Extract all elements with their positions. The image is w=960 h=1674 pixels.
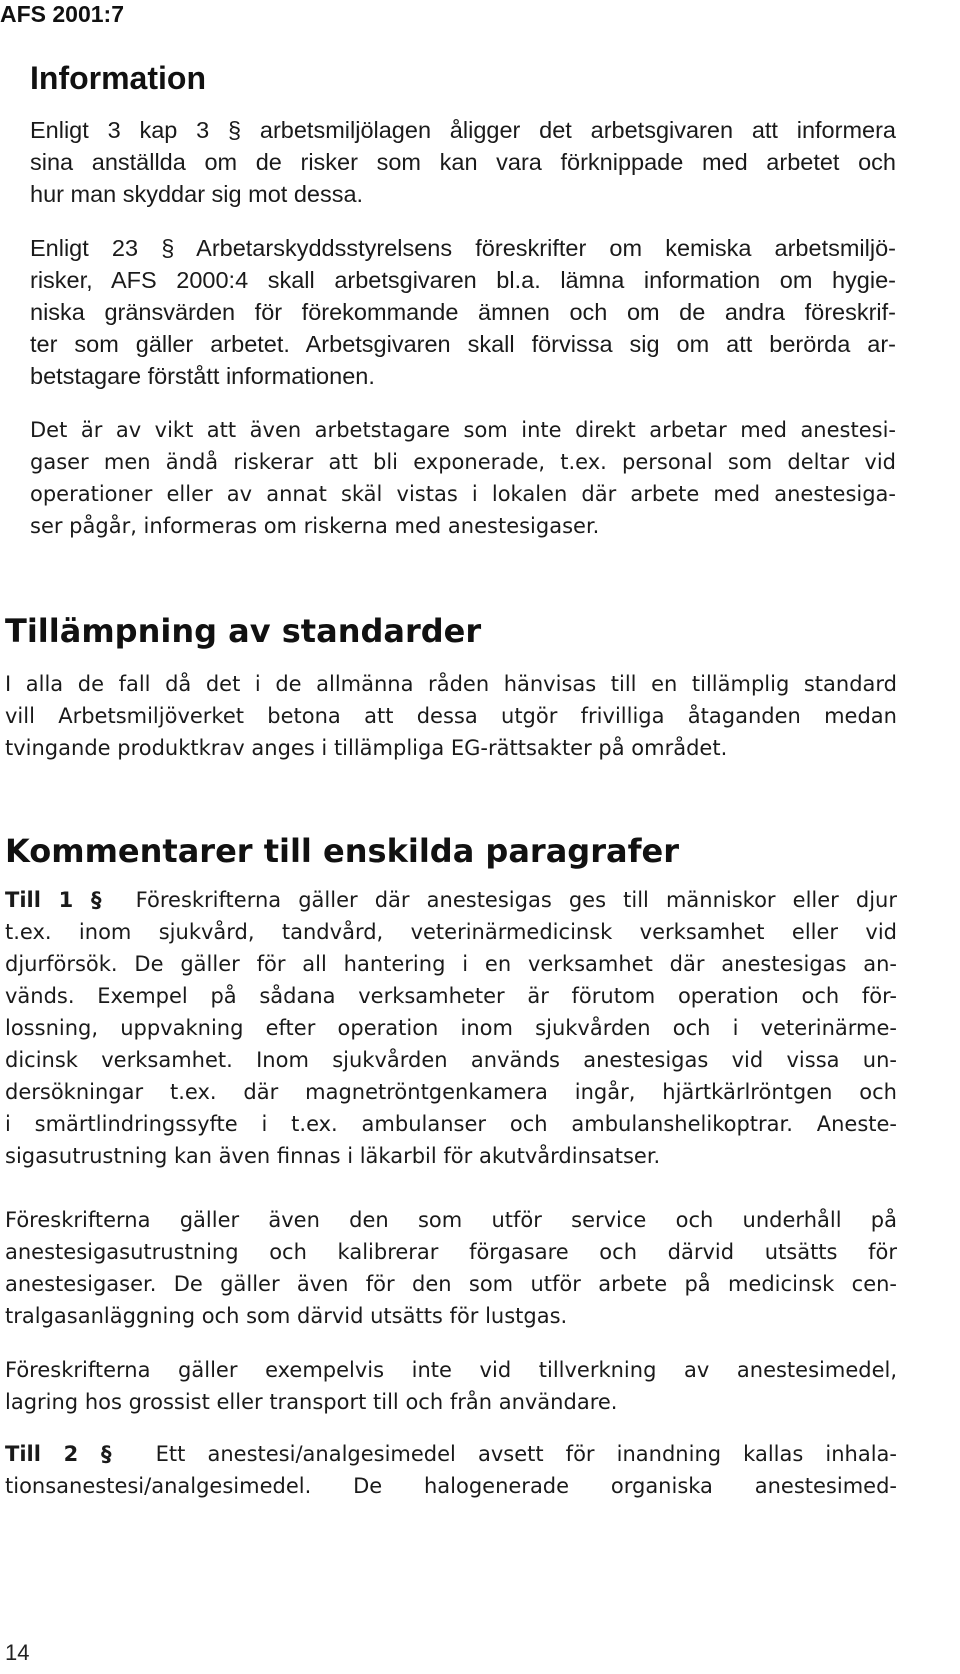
- comments-paragraph-2: [5, 1204, 897, 1332]
- till-2-label: Till 2 §: [5, 1442, 112, 1466]
- text-line: dicinsk verksamhet. Inom sjukvården används anestesigas vid vissa un-: [5, 1048, 897, 1072]
- text-run: Ett anestesi/analgesimedel avsett för inandning kallas inhala-: [155, 1442, 897, 1466]
- page-number: 14: [5, 1640, 30, 1665]
- text-line: gaser men ändå riskerar att bli exponerade, t.ex. personal som deltar vid: [30, 450, 896, 474]
- text-line: lagring hos grossist eller transport till och från användare.: [5, 1390, 618, 1414]
- till-2-paragraph: [5, 1438, 897, 1502]
- text-line: ser pågår, informeras om riskerna med anestesigaser.: [30, 514, 600, 538]
- text-line: sigasutrustning kan även finnas i läkarbil för akutvårdinsatser.: [5, 1144, 661, 1168]
- information-paragraph-3: [30, 414, 896, 542]
- text-line: t.ex. inom sjukvård, tandvård, veterinärmedicinsk verksamhet eller vid: [5, 920, 897, 944]
- information-paragraph-1: [30, 114, 896, 210]
- text-line: niska gränsvärden för förekommande ämnen och om de andra föreskrif-: [30, 299, 896, 325]
- text-line: tralgasanläggning och som därvid utsätts för lustgas.: [5, 1304, 568, 1328]
- text-line: operationer eller av annat skäl vistas i lokalen där arbete med anestesiga-: [30, 482, 896, 506]
- text-line: dersökningar t.ex. där magnetröntgenkamera ingår, hjärtkärlröntgen och: [5, 1080, 897, 1104]
- till-1-paragraph: [5, 884, 897, 1172]
- comments-paragraph-3: [5, 1354, 897, 1418]
- text-line: vänds. Exempel på sådana verksamheter är förutom operation och för-: [5, 984, 897, 1008]
- heading-information: Information: [30, 60, 206, 96]
- text-line: I alla de fall då det i de allmänna råden hänvisas till en tillämplig standard: [5, 672, 897, 696]
- standards-paragraph: [5, 668, 897, 764]
- text-line: anestesigaser. De gäller även för den som utför arbete på medicinsk cen-: [5, 1272, 897, 1296]
- text-line: [5, 1438, 897, 1470]
- heading-standards: Tillämpning av standarder: [5, 612, 482, 650]
- text-line: Det är av vikt att även arbetstagare som inte direkt arbetar med anestesi-: [30, 418, 896, 442]
- text-line: Enligt 23 § Arbetarskyddsstyrelsens föreskrifter om kemiska arbetsmiljö-: [30, 235, 896, 261]
- information-paragraph-2: [30, 232, 896, 392]
- text-line: djurförsök. De gäller för all hantering i en verksamhet där anestesigas an-: [5, 952, 897, 976]
- text-line: risker, AFS 2000:4 skall arbetsgivaren bl.a. lämna information om hygie-: [30, 267, 896, 293]
- text-line: hur man skyddar sig mot dessa.: [30, 181, 364, 207]
- text-line: anestesigasutrustning och kalibrerar förgasare och därvid utsätts för: [5, 1240, 897, 1264]
- text-line: Föreskrifterna gäller även den som utför service och underhåll på: [5, 1208, 897, 1232]
- text-line: betstagare förstått informationen.: [30, 363, 375, 389]
- text-line: i smärtlindringssyfte i t.ex. ambulanser och ambulanshelikoptrar. Aneste-: [5, 1112, 897, 1136]
- text-line: lossning, uppvakning efter operation inom sjukvården och i veterinärme-: [5, 1016, 897, 1040]
- text-line: Föreskrifterna gäller exempelvis inte vid tillverkning av anestesimedel,: [5, 1358, 897, 1382]
- document-id: AFS 2001:7: [0, 1, 125, 27]
- text-line: [5, 884, 897, 916]
- text-line: Enligt 3 kap 3 § arbetsmiljölagen åligger det arbetsgivaren att informera: [30, 117, 896, 143]
- till-1-label: Till 1 §: [5, 888, 102, 912]
- text-line: ter som gäller arbetet. Arbetsgivaren skall förvissa sig om att berörda ar-: [30, 331, 896, 357]
- text-line: sina anställda om de risker som kan vara förknippade med arbetet och: [30, 149, 896, 175]
- text-line: vill Arbetsmiljöverket betona att dessa utgör frivilliga åtaganden medan: [5, 704, 897, 728]
- heading-comments: Kommentarer till enskilda paragrafer: [5, 832, 679, 870]
- text-line: tionsanestesi/analgesimedel. De halogenerade organiska anestesimed-: [5, 1474, 897, 1498]
- text-run: Föreskrifterna gäller där anestesigas ges till människor eller djur: [135, 888, 897, 912]
- text-line: tvingande produktkrav anges i tillämpliga EG-rättsakter på området.: [5, 736, 728, 760]
